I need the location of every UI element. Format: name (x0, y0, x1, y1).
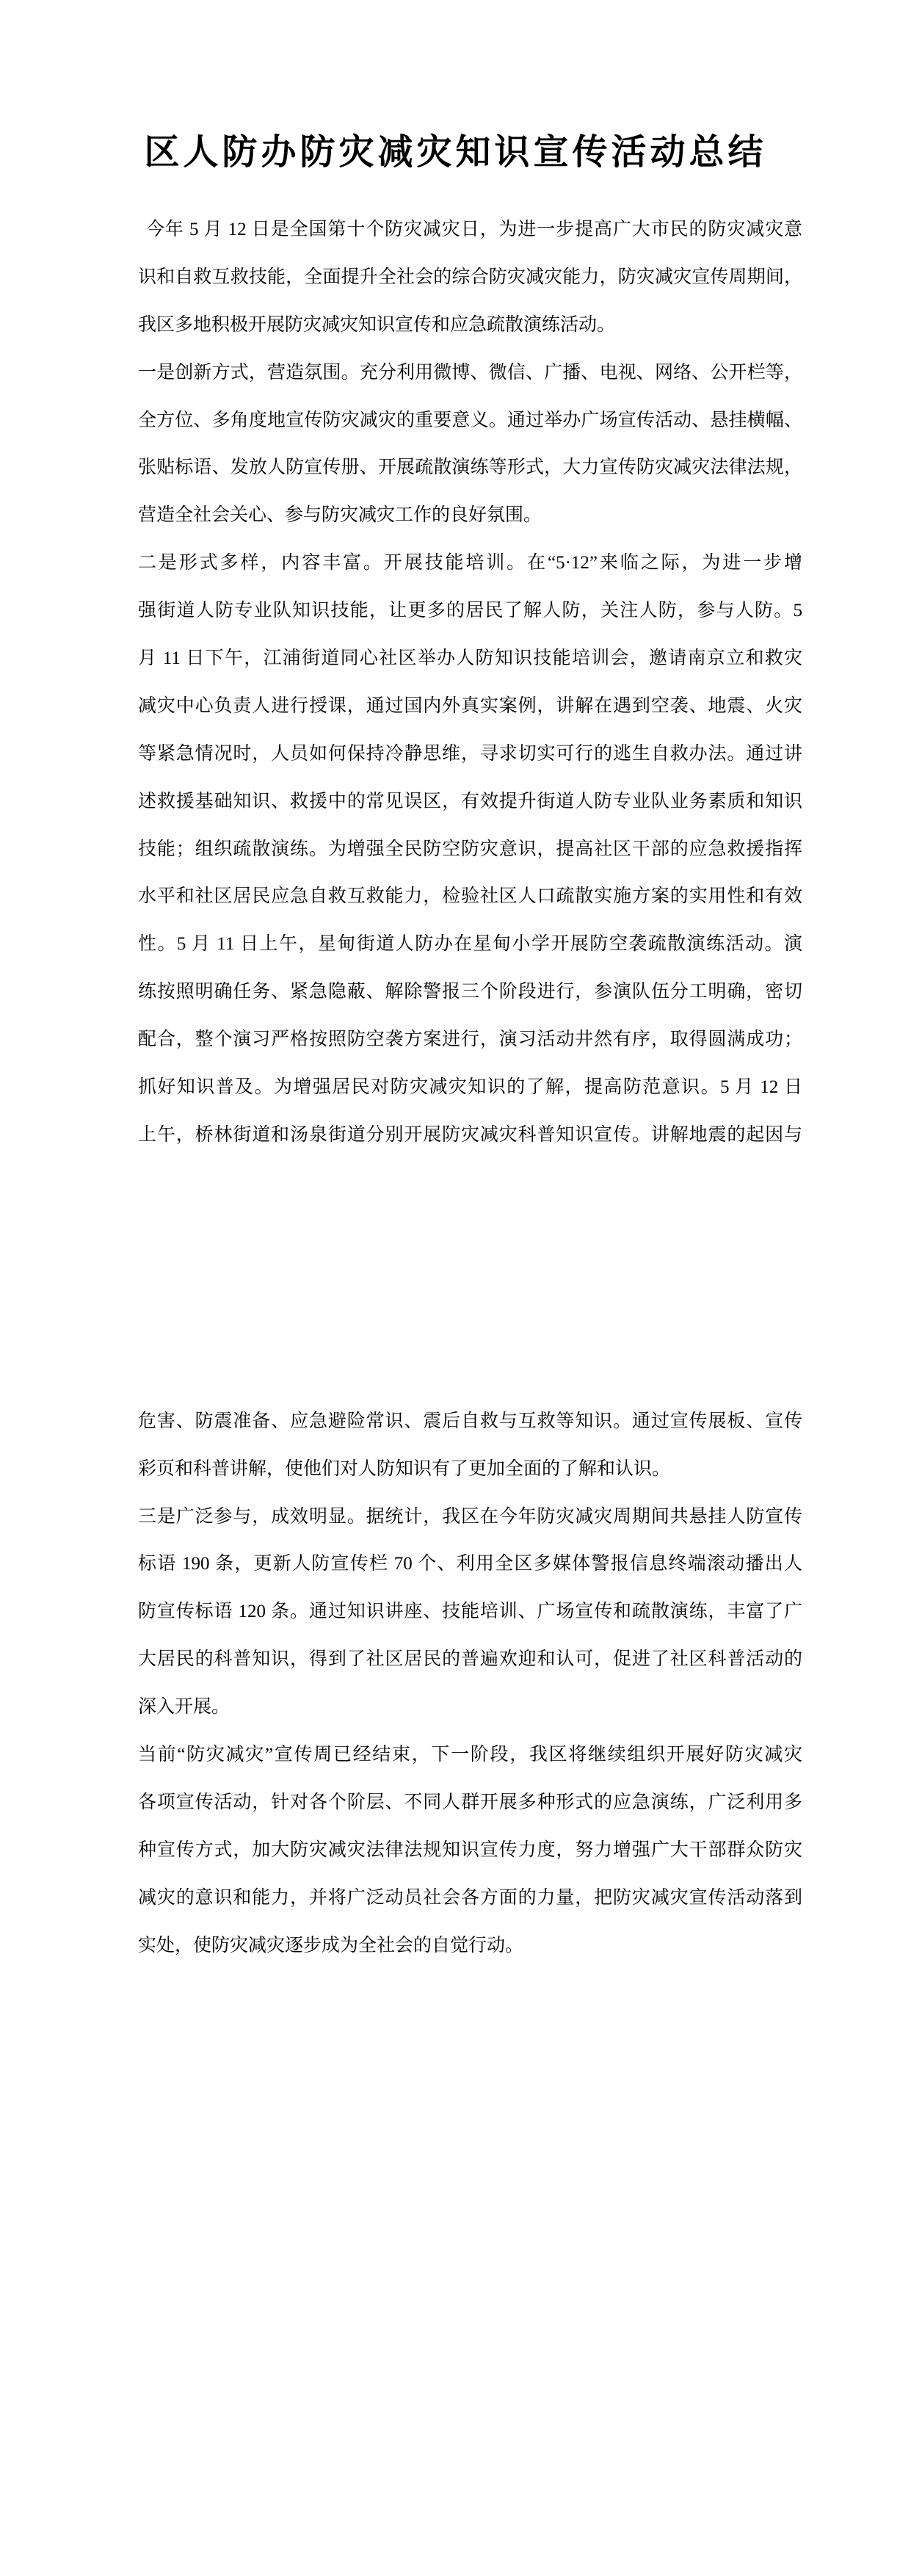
paragraph (138, 350, 802, 540)
text-line: 练按照明确任务、紧急隐蔽、解除警报三个阶段进行，参演队伍分工明确，密切 (138, 982, 802, 1002)
text-line: 月 11 日下午，江浦街道同心社区举办人防知识技能培训会，邀请南京立和救灾 (138, 648, 802, 669)
document-body (138, 206, 802, 1970)
page-break-gap (138, 1159, 802, 1398)
text-line: 彩页和科普讲解，使他们对人防知识有了更加全面的了解和认识。 (138, 1458, 671, 1479)
text-line: 识和自救互救技能，全面提升全社会的综合防灾减灾能力，防灾减灾宣传周期间， (138, 267, 802, 287)
text-line: 实处，使防灾减灾逐步成为全社会的自觉行动。 (138, 1935, 524, 1955)
text-line: 水平和社区居民应急自救互救能力，检验社区人口疏散实施方案的实用性和有效 (138, 886, 802, 907)
text-line: 大居民的科普知识，得到了社区居民的普遍欢迎和认可，促进了社区科普活动的 (138, 1649, 802, 1670)
text-line: 标语 190 条，更新人防宣传栏 70 个、利用全区多媒体警报信息终端滚动播出人 (138, 1554, 802, 1574)
text-line: 我区多地积极开展防灾减灾知识宣传和应急疏散演练活动。 (138, 314, 616, 335)
text-line: 各项宣传活动，针对各个阶层、不同人群开展多种形式的应急演练，广泛利用多 (138, 1792, 802, 1812)
text-line: 抓好知识普及。为增强居民对防灾减灾知识的了解，提高防范意识。5 月 12 日 (138, 1077, 802, 1098)
text-line: 张贴标语、发放人防宣传册、开展疏散演练等形式，大力宣传防灾减灾法律法规， (138, 457, 802, 478)
paragraphs (138, 206, 802, 1970)
text-line: 三是广泛参与，成效明显。据统计，我区在今年防灾减灾周期间共悬挂人防宣传 (138, 1506, 802, 1527)
text-line: 全方位、多角度地宣传防灾减灾的重要意义。通过举办广场宣传活动、悬挂横幅、 (138, 410, 802, 430)
text-line: 今年 5 月 12 日是全国第十个防灾减灾日，为进一步提高广大市民的防灾减灾意 (146, 220, 802, 239)
text-line: 营造全社会关心、参与防灾减灾工作的良好氛围。 (138, 505, 542, 526)
text-line: 二是形式多样，内容丰富。开展技能培训。在“5·12”来临之际，为进一步增 (138, 553, 802, 574)
text-line: 述救援基础知识、救援中的常见误区，有效提升街道人防专业队业务素质和知识 (138, 791, 802, 811)
text-line: 配合，整个演习严格按照防空袭方案进行，演习活动井然有序，取得圆满成功； (138, 1030, 802, 1050)
text-line: 一是创新方式，营造氛围。充分利用微博、微信、广播、电视、网络、公开栏等， (138, 362, 802, 383)
text-line: 防宣传标语 120 条。通过知识讲座、技能培训、广场宣传和疏散演练，丰富了广 (138, 1602, 802, 1622)
text-line: 等紧急情况时，人员如何保持冷静思维，寻求切实可行的逃生自救办法。通过讲 (138, 743, 802, 764)
paragraph (138, 206, 802, 350)
paragraph (138, 1398, 802, 1494)
text-line: 强街道人防专业队知识技能，让更多的居民了解人防，关注人防，参与人防。5 (138, 601, 802, 621)
text-line: 种宣传方式，加大防灾减灾法律法规知识宣传力度，努力增强广大干部群众防灾 (138, 1839, 802, 1860)
text-line: 性。5 月 11 日上午，星甸街道人防办在星甸小学开展防空袭疏散演练活动。演 (138, 934, 802, 955)
text-line: 深入开展。 (138, 1697, 231, 1718)
text-line: 减灾的意识和能力，并将广泛动员社会各方面的力量，把防灾减灾宣传活动落到 (138, 1887, 802, 1908)
paragraph (138, 1494, 802, 1732)
text-line: 技能；组织疏散演练。为增强全民防空防灾意识，提高社区干部的应急救援指挥 (138, 839, 802, 859)
document-title: 区人防办防灾减灾知识宣传活动总结 (144, 133, 767, 173)
text-line: 上午，桥林街道和汤泉街道分别开展防灾减灾科普知识宣传。讲解地震的起因与 (138, 1124, 802, 1145)
text-line: 当前“防灾减灾”宣传周已经结束，下一阶段，我区将继续组织开展好防灾减灾 (138, 1745, 802, 1765)
paragraph (138, 1732, 802, 1969)
text-line: 减灾中心负责人进行授课，通过国内外真实案例，讲解在遇到空袭、地震、火灾 (138, 695, 802, 716)
text-line: 危害、防震准备、应急避险常识、震后自救与互救等知识。通过宣传展板、宣传 (138, 1411, 802, 1431)
paragraph (138, 540, 802, 1159)
